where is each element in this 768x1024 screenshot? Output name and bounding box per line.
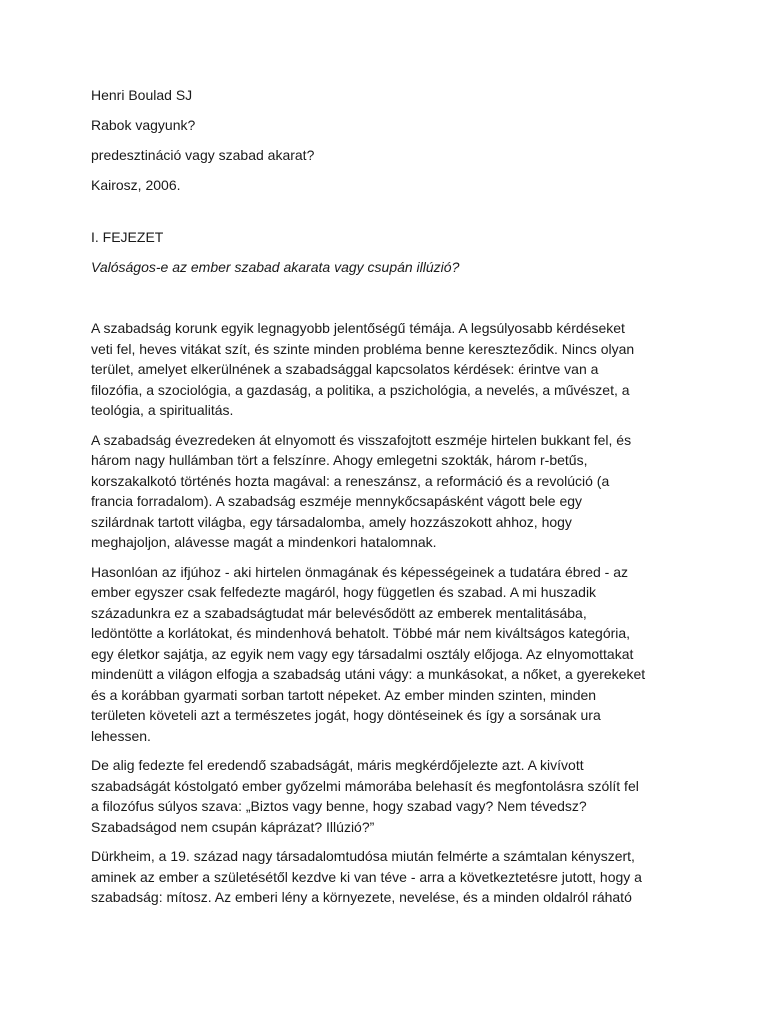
paragraph-line: veti fel, heves vitákat szít, és szinte minden probléma benne kereszteződik. Nincs olyan bbox=[91, 340, 635, 357]
paragraph-line: aminek az ember a születésétől kezdve ki van téve - arra a következtetésre jutott, hogy a bbox=[91, 868, 642, 885]
publisher-line: Kairosz, 2006. bbox=[91, 177, 181, 193]
paragraph-line: Hasonlóan az ifjúhoz - aki hirtelen önmagának és képességeinek a tudatára ébred - az bbox=[91, 563, 628, 580]
paragraph-line: mindenütt a világon elfogja a szabadság utáni vágy: a munkásokat, a nőket, a gyerekeket bbox=[91, 666, 646, 682]
paragraph-line: területen követeli azt a természetes jogát, hogy döntéseinek és így a sorsának ura bbox=[91, 707, 601, 723]
body-text bbox=[91, 318, 691, 908]
paragraph bbox=[91, 562, 691, 747]
chapter-heading: I. FEJEZET bbox=[91, 229, 164, 245]
paragraph-line: szilárdnak tartott világba, egy társadalomba, amely hozzászokott ahhoz, hogy bbox=[91, 513, 572, 530]
book-title: Rabok vagyunk? bbox=[91, 117, 196, 133]
paragraph-line: szabadságát kóstolgató ember győzelmi mámorába belehasít és megfontolásra szólít fel bbox=[91, 777, 639, 794]
paragraph-line: századunkra ez a szabadságtudat már belevésődött az emberek mentalitásába, bbox=[91, 604, 587, 621]
chapter-subtitle: Valóságos-e az ember szabad akarata vagy csupán illúzió? bbox=[91, 259, 460, 275]
document-page bbox=[91, 86, 691, 917]
paragraph-line: a filozófus súlyos szava: „Biztos vagy benne, hogy szabad vagy? Nem tévedsz? bbox=[91, 798, 587, 814]
paragraph bbox=[91, 755, 691, 837]
book-subtitle: predesztináció vagy szabad akarat? bbox=[91, 147, 315, 163]
paragraph-line: A szabadság évezredeken át elnyomott és visszafojtott eszméje hirtelen bukkant fel, és bbox=[91, 431, 632, 448]
paragraph-line: Dürkheim, a 19. század nagy társadalomtudósa miután felmérte a számtalan kényszert, bbox=[91, 848, 635, 864]
paragraph-line: filozófia, a szociológia, a gazdaság, a politika, a pszichológia, a nevelés, a művészet, a bbox=[91, 381, 630, 398]
paragraph bbox=[91, 430, 691, 553]
paragraph-line: De alig fedezte fel eredendő szabadságát, máris megkérdőjelezte azt. A kivívott bbox=[91, 757, 584, 773]
paragraph bbox=[91, 846, 691, 908]
paragraph-line: korszakalkotó történés hozta magával: a reneszánsz, a reformáció és a revolúció (a bbox=[91, 472, 610, 489]
paragraph-line: három nagy hullámban tört a felszínre. Ahogy emlegetni szokták, három r-betűs, bbox=[91, 452, 588, 468]
paragraph-line: egy életkor sajátja, az egyik nem vagy egy társadalmi osztály előjoga. Az elnyomottakat bbox=[91, 645, 634, 662]
paragraph-line: terület, amelyet elkerülnének a szabadsággal kapcsolatos kérdések: érintve van a bbox=[91, 361, 599, 377]
author-line: Henri Boulad SJ bbox=[91, 87, 193, 103]
paragraph-line: szabadság: mítosz. Az emberi lény a környezete, nevelése, és a minden oldalról ráható bbox=[91, 889, 632, 905]
paragraph-line: ledöntötte a korlátokat, és mindenhová behatolt. Többé már nem kiváltságos kategória, bbox=[91, 625, 631, 641]
paragraph bbox=[91, 318, 691, 421]
paragraph-line: meghajoljon, alávesse magát a mindenkori hatalomnak. bbox=[91, 534, 437, 550]
paragraph-line: A szabadság korunk egyik legnagyobb jelentőségű témája. A legsúlyosabb kérdéseket bbox=[91, 320, 625, 336]
paragraph-line: ember egyszer csak felfedezte magáról, hogy független és szabad. A mi huszadik bbox=[91, 584, 597, 600]
paragraph-line: és a korábban gyarmati sorban tartott népeket. Az ember minden szinten, minden bbox=[91, 686, 597, 703]
paragraph-line: lehessen. bbox=[91, 727, 151, 744]
paragraph-line: teológia, a spiritualitás. bbox=[91, 402, 234, 418]
spacer bbox=[91, 206, 691, 228]
paragraph-line: francia forradalom). A szabadság eszméje mennykőcsapásként vágott bele egy bbox=[91, 493, 583, 509]
paragraph-line: Szabadságod nem csupán káprázat? Illúzió?” bbox=[91, 818, 375, 835]
